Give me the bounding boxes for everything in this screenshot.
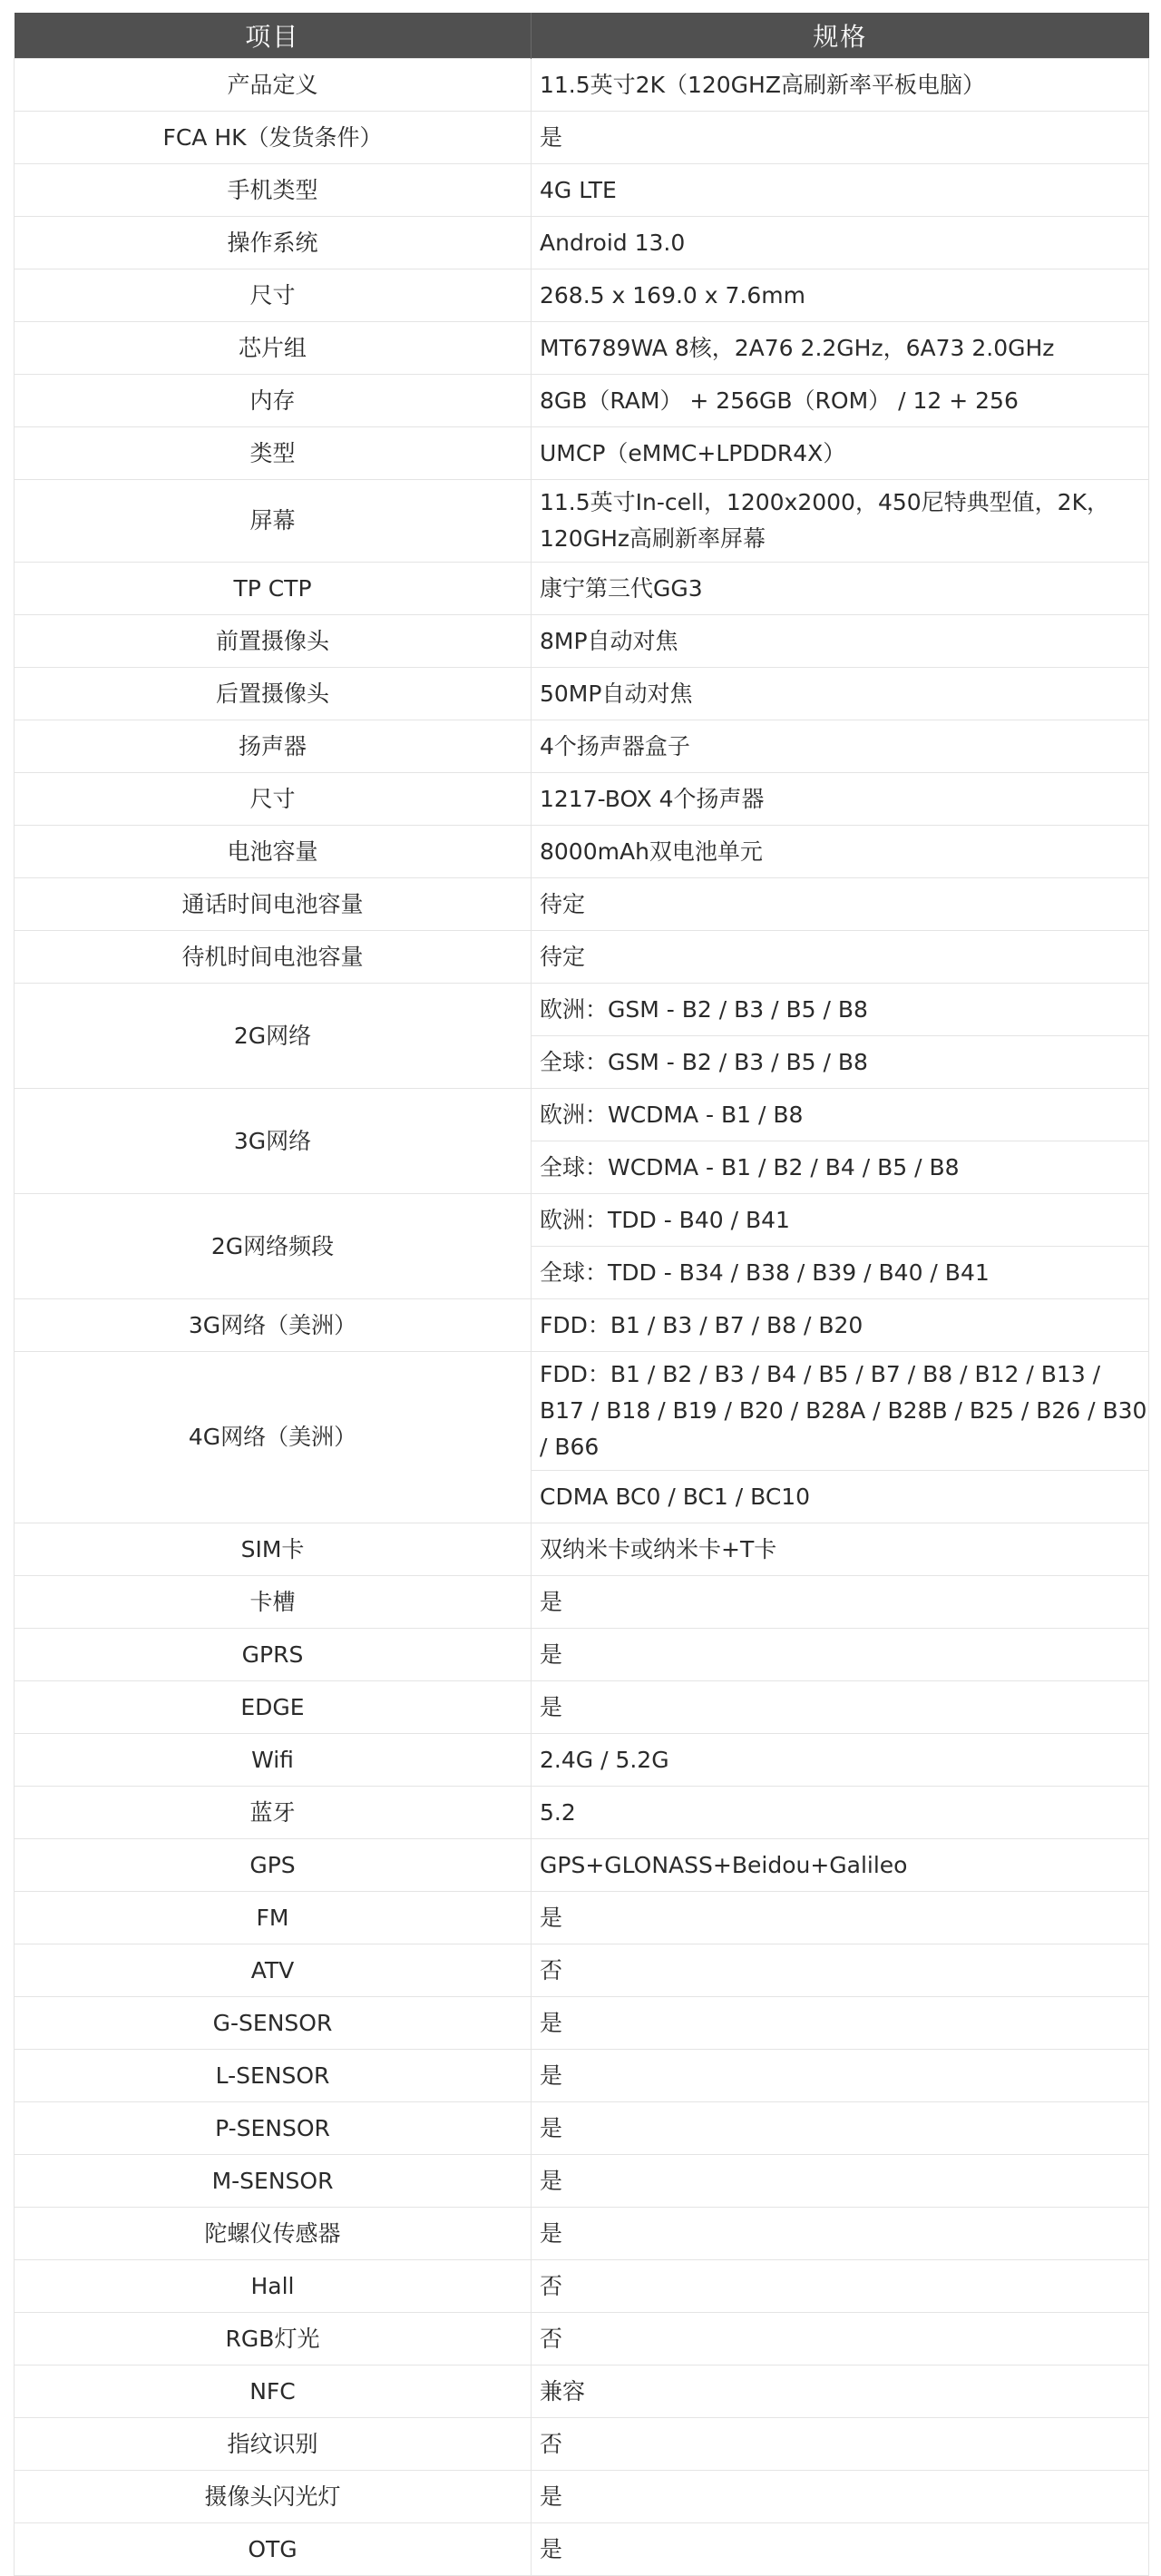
- table-row: [15, 112, 1149, 164]
- table-row: [15, 217, 1149, 269]
- spec-item: 3G网络: [15, 1089, 532, 1194]
- spec-value: 待定: [532, 878, 1149, 931]
- table-row: [15, 1629, 1149, 1681]
- table-row: [15, 773, 1149, 826]
- spec-item: 摄像头闪光灯: [15, 2471, 532, 2523]
- spec-item: 通话时间电池容量: [15, 878, 532, 931]
- spec-item: P-SENSOR: [15, 2102, 532, 2155]
- table-row: [15, 1787, 1149, 1839]
- spec-item: TP CTP: [15, 563, 532, 615]
- table-row: [15, 1194, 1149, 1247]
- header-item: 项目: [15, 13, 532, 59]
- spec-value: 双纳米卡或纳米卡+T卡: [532, 1523, 1149, 1576]
- spec-value: 是: [532, 2102, 1149, 2155]
- spec-item: M-SENSOR: [15, 2155, 532, 2208]
- spec-item: 待机时间电池容量: [15, 931, 532, 984]
- spec-value: FDD：B1 / B2 / B3 / B4 / B5 / B7 / B8 / B12 / B13 / B17 / B18 / B19 / B20 / B28A / B28B / B25 / B26 / B30 / B66: [532, 1352, 1149, 1471]
- spec-item: 3G网络（美洲）: [15, 1299, 532, 1352]
- spec-value: 是: [532, 112, 1149, 164]
- table-row: [15, 931, 1149, 984]
- spec-value: 是: [532, 2155, 1149, 2208]
- spec-item: 指纹识别: [15, 2418, 532, 2471]
- spec-item: ATV: [15, 1944, 532, 1997]
- spec-item: Hall: [15, 2260, 532, 2313]
- spec-value: MT6789WA 8核，2A76 2.2GHz，6A73 2.0GHz: [532, 322, 1149, 375]
- spec-item: SIM卡: [15, 1523, 532, 1576]
- table-row: [15, 2523, 1149, 2576]
- spec-item: 2G网络: [15, 984, 532, 1089]
- spec-item: 手机类型: [15, 164, 532, 217]
- spec-item: 电池容量: [15, 826, 532, 878]
- spec-value: 康宁第三代GG3: [532, 563, 1149, 615]
- spec-value: 1217-BOX 4个扬声器: [532, 773, 1149, 826]
- spec-value: 否: [532, 2260, 1149, 2313]
- table-row: [15, 2102, 1149, 2155]
- table-row: [15, 878, 1149, 931]
- spec-item: FCA HK（发货条件）: [15, 112, 532, 164]
- spec-item: 产品定义: [15, 59, 532, 112]
- spec-item: G-SENSOR: [15, 1997, 532, 2050]
- table-row: [15, 2418, 1149, 2471]
- table-row: [15, 375, 1149, 427]
- spec-item: EDGE: [15, 1681, 532, 1734]
- spec-item: 蓝牙: [15, 1787, 532, 1839]
- spec-value: 是: [532, 2471, 1149, 2523]
- spec-item: RGB灯光: [15, 2313, 532, 2365]
- spec-item: 屏幕: [15, 480, 532, 563]
- table-row: [15, 1299, 1149, 1352]
- spec-value: 50MP自动对焦: [532, 668, 1149, 720]
- table-row: [15, 1576, 1149, 1629]
- spec-value: 2.4G / 5.2G: [532, 1734, 1149, 1787]
- spec-item: 操作系统: [15, 217, 532, 269]
- spec-value: 是: [532, 2208, 1149, 2260]
- spec-item: FM: [15, 1892, 532, 1944]
- spec-item: 类型: [15, 427, 532, 480]
- spec-value: 是: [532, 2523, 1149, 2576]
- spec-item: 后置摄像头: [15, 668, 532, 720]
- table-row: [15, 2471, 1149, 2523]
- spec-value: 4个扬声器盒子: [532, 720, 1149, 773]
- table-row: [15, 1523, 1149, 1576]
- table-row: [15, 563, 1149, 615]
- table-row: [15, 1089, 1149, 1141]
- spec-item: GPRS: [15, 1629, 532, 1681]
- spec-value: 欧洲：TDD - B40 / B41: [532, 1194, 1149, 1247]
- table-row: [15, 2313, 1149, 2365]
- spec-value: 是: [532, 2050, 1149, 2102]
- table-row: [15, 1839, 1149, 1892]
- spec-value: 是: [532, 1576, 1149, 1629]
- spec-value: 是: [532, 1629, 1149, 1681]
- table-row: [15, 826, 1149, 878]
- spec-value: 否: [532, 2313, 1149, 2365]
- table-row: [15, 2365, 1149, 2418]
- table-row: [15, 1352, 1149, 1471]
- table-row: [15, 2260, 1149, 2313]
- spec-item: 内存: [15, 375, 532, 427]
- spec-value: 4G LTE: [532, 164, 1149, 217]
- spec-value: 11.5英寸In-cell，1200x2000，450尼特典型值，2K，120GHz高刷新率屏幕: [532, 480, 1149, 563]
- table-row: [15, 720, 1149, 773]
- spec-table-container: [14, 13, 1148, 2576]
- spec-value: Android 13.0: [532, 217, 1149, 269]
- table-row: [15, 1892, 1149, 1944]
- table-row: [15, 480, 1149, 563]
- spec-value: 欧洲：WCDMA - B1 / B8: [532, 1089, 1149, 1141]
- spec-value: 8000mAh双电池单元: [532, 826, 1149, 878]
- spec-item: 尺寸: [15, 773, 532, 826]
- spec-value: 否: [532, 2418, 1149, 2471]
- table-row: [15, 2208, 1149, 2260]
- table-row: [15, 615, 1149, 668]
- spec-value: 全球：WCDMA - B1 / B2 / B4 / B5 / B8: [532, 1141, 1149, 1194]
- spec-value: 欧洲：GSM - B2 / B3 / B5 / B8: [532, 984, 1149, 1036]
- table-row: [15, 1944, 1149, 1997]
- table-row: [15, 2050, 1149, 2102]
- spec-value: 268.5 x 169.0 x 7.6mm: [532, 269, 1149, 322]
- spec-item: 4G网络（美洲）: [15, 1352, 532, 1523]
- table-header: [15, 13, 1149, 59]
- spec-item: 2G网络频段: [15, 1194, 532, 1299]
- table-row: [15, 1734, 1149, 1787]
- spec-value: 全球：GSM - B2 / B3 / B5 / B8: [532, 1036, 1149, 1089]
- spec-value: 是: [532, 1681, 1149, 1734]
- spec-value: 8GB（RAM） + 256GB（ROM） / 12 + 256: [532, 375, 1149, 427]
- table-row: [15, 1997, 1149, 2050]
- spec-value: FDD：B1 / B3 / B7 / B8 / B20: [532, 1299, 1149, 1352]
- spec-item: 尺寸: [15, 269, 532, 322]
- spec-value: 待定: [532, 931, 1149, 984]
- spec-value: GPS+GLONASS+Beidou+Galileo: [532, 1839, 1149, 1892]
- table-row: [15, 164, 1149, 217]
- table-row: [15, 2155, 1149, 2208]
- spec-value: 全球：TDD - B34 / B38 / B39 / B40 / B41: [532, 1247, 1149, 1299]
- spec-item: Wifi: [15, 1734, 532, 1787]
- spec-item: 扬声器: [15, 720, 532, 773]
- table-row: [15, 269, 1149, 322]
- spec-item: NFC: [15, 2365, 532, 2418]
- table-row: [15, 59, 1149, 112]
- spec-value: 5.2: [532, 1787, 1149, 1839]
- spec-item: 陀螺仪传感器: [15, 2208, 532, 2260]
- table-row: [15, 1681, 1149, 1734]
- spec-table: [14, 13, 1149, 2576]
- spec-value: CDMA BC0 / BC1 / BC10: [532, 1471, 1149, 1523]
- spec-item: OTG: [15, 2523, 532, 2576]
- spec-value: 是: [532, 1997, 1149, 2050]
- spec-value: 是: [532, 1892, 1149, 1944]
- spec-item: GPS: [15, 1839, 532, 1892]
- spec-value: UMCP（eMMC+LPDDR4X）: [532, 427, 1149, 480]
- table-row: [15, 322, 1149, 375]
- spec-item: 芯片组: [15, 322, 532, 375]
- spec-item: 前置摄像头: [15, 615, 532, 668]
- header-spec: 规格: [532, 13, 1149, 59]
- table-row: [15, 427, 1149, 480]
- spec-value: 兼容: [532, 2365, 1149, 2418]
- spec-value: 11.5英寸2K（120GHZ高刷新率平板电脑）: [532, 59, 1149, 112]
- spec-item: L-SENSOR: [15, 2050, 532, 2102]
- spec-value: 8MP自动对焦: [532, 615, 1149, 668]
- table-body: [15, 59, 1149, 2576]
- table-row: [15, 668, 1149, 720]
- spec-value: 否: [532, 1944, 1149, 1997]
- table-row: [15, 984, 1149, 1036]
- spec-item: 卡槽: [15, 1576, 532, 1629]
